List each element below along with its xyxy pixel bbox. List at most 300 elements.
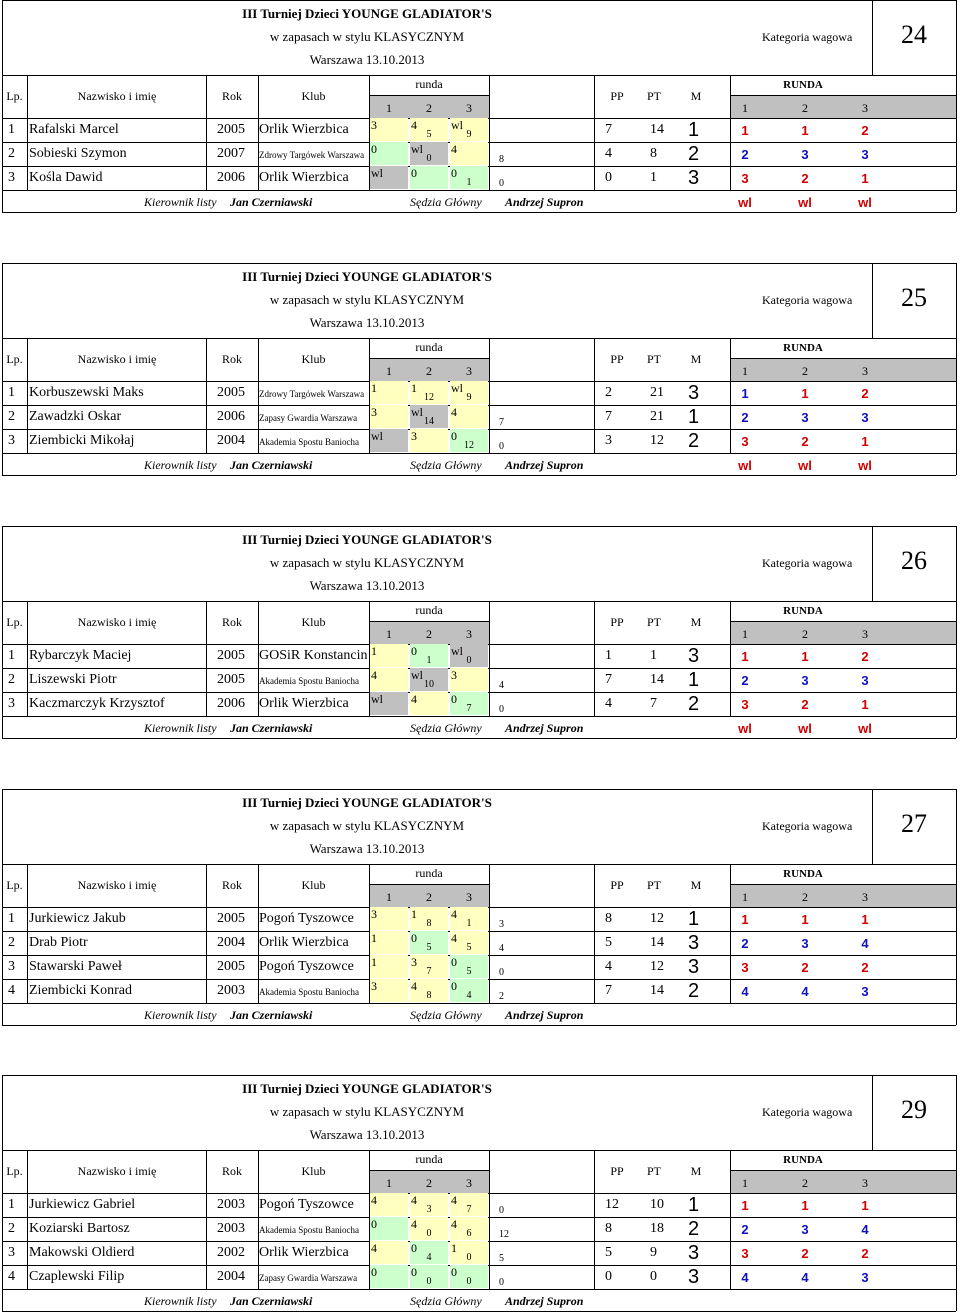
grid-line-vertical <box>489 338 490 453</box>
manager-label: Kierownik listy <box>144 721 217 735</box>
round-points: 0 <box>411 166 417 180</box>
classification-points: 4 <box>605 959 612 974</box>
runda-entry: 1 <box>861 912 869 927</box>
final-place: 3 <box>688 167 700 189</box>
technical-points: 21 <box>650 385 664 400</box>
round-score-cell <box>450 1217 488 1240</box>
club-name: Zapasy Gwardia Warszawa <box>259 1273 358 1283</box>
opponent-points: 10 <box>424 679 434 690</box>
round-score-cell <box>410 429 448 452</box>
runda-entry: 3 <box>741 697 749 712</box>
round-score-cell <box>410 381 448 404</box>
round-score-cell <box>410 907 448 930</box>
header-year: Rok <box>221 352 242 366</box>
birth-year: 2005 <box>217 911 245 926</box>
technical-points: 12 <box>650 959 664 974</box>
header-name: Nazwisko i imię <box>77 615 157 629</box>
grid-line-vertical <box>872 0 873 75</box>
round-score-cell <box>450 118 488 141</box>
manager-name: Jan Czerniawski <box>230 458 313 472</box>
header-club: Klub <box>301 878 326 892</box>
referee-label: Sędzia Główny <box>410 458 482 472</box>
opponent-points: 8 <box>426 990 432 1001</box>
round-points: 1 <box>411 381 417 395</box>
round-points: 4 <box>451 1217 457 1231</box>
header-pt: PT <box>646 352 661 366</box>
row-lp: 1 <box>8 385 15 400</box>
birth-year: 2007 <box>217 146 245 161</box>
weight-category-number: 26 <box>901 546 927 575</box>
technical-points: 10 <box>650 1197 664 1212</box>
header-round-1: 1 <box>386 364 392 378</box>
runda-footer-entry: wl <box>738 195 752 210</box>
opponent-points: 7 <box>466 1204 472 1215</box>
athlete-name: Czaplewski Filip <box>29 1269 125 1284</box>
final-place: 3 <box>688 382 700 404</box>
tournament-subtitle: w zapasach w stylu KLASYCZNYM <box>269 29 465 44</box>
header-runda: RUNDA <box>783 342 823 354</box>
tournament-date: Warszawa 13.10.2013 <box>309 841 425 856</box>
round-score-cell <box>450 907 488 930</box>
header-round-2: 2 <box>426 890 432 904</box>
opponent-points: 0 <box>466 1276 472 1287</box>
header-pt: PT <box>646 615 661 629</box>
row-lp: 4 <box>8 1269 15 1284</box>
header-runda-3: 3 <box>862 101 868 115</box>
technical-points: 14 <box>650 935 664 950</box>
tournament-title: III Turniej Dzieci YOUNGE GLADIATOR'S <box>242 1081 492 1096</box>
opponent-points: 5 <box>466 942 472 953</box>
club-name: Zdrowy Targówek Warszawa <box>259 389 365 399</box>
runda-entry: 1 <box>741 912 749 927</box>
classification-points: 4 <box>605 696 612 711</box>
opponent-points-last: 12 <box>499 1229 509 1240</box>
technical-points: 0 <box>650 1269 657 1284</box>
category-block <box>2 526 956 738</box>
opponent-points-last: 0 <box>499 967 504 978</box>
final-place: 2 <box>688 980 700 1002</box>
round-points: 3 <box>371 979 377 993</box>
athlete-name: Rybarczyk Maciej <box>29 648 132 663</box>
header-pp: PP <box>610 615 624 629</box>
round-score-cell <box>410 1217 448 1240</box>
round-points: 4 <box>371 668 377 682</box>
runda-entry: 1 <box>741 1198 749 1213</box>
runda-entry: 1 <box>861 434 869 449</box>
classification-points: 3 <box>605 433 612 448</box>
round-score-cell <box>410 644 448 667</box>
final-place: 1 <box>688 406 700 428</box>
round-score-cell <box>370 405 408 428</box>
manager-label: Kierownik listy <box>144 1294 217 1308</box>
birth-year: 2005 <box>217 122 245 137</box>
opponent-points: 7 <box>466 703 472 714</box>
technical-points: 1 <box>650 648 657 663</box>
grid-line-vertical <box>956 1075 957 1311</box>
header-year: Rok <box>221 89 242 103</box>
header-pt: PT <box>646 878 661 892</box>
round-points: wl <box>451 644 463 658</box>
round-points: 0 <box>451 955 457 969</box>
manager-name: Jan Czerniawski <box>230 195 313 209</box>
header-round-2: 2 <box>426 1176 432 1190</box>
round-points: 4 <box>411 692 417 706</box>
runda-footer-entry: wl <box>798 195 812 210</box>
final-place: 3 <box>688 645 700 667</box>
header-round-1: 1 <box>386 1176 392 1190</box>
header-pp: PP <box>610 352 624 366</box>
round-score-cell <box>370 644 408 667</box>
runda-entry: 4 <box>741 984 749 999</box>
runda-entry: 1 <box>861 697 869 712</box>
round-score-cell <box>450 979 488 1002</box>
runda-entry: 2 <box>801 1246 809 1261</box>
header-year: Rok <box>221 615 242 629</box>
round-score-cell <box>450 166 488 189</box>
category-block <box>2 789 956 1025</box>
grid-line-horizontal <box>2 1075 956 1076</box>
header-runda-2: 2 <box>802 364 808 378</box>
grid-line-horizontal <box>2 1025 956 1026</box>
runda-entry: 1 <box>801 123 809 138</box>
runda-entry: 2 <box>861 1246 869 1261</box>
round-score-cell <box>370 142 408 165</box>
birth-year: 2003 <box>217 1221 245 1236</box>
referee-label: Sędzia Główny <box>410 1008 482 1022</box>
athlete-name: Kośla Dawid <box>29 170 103 185</box>
runda-entry: 4 <box>801 984 809 999</box>
grid-line-horizontal <box>2 190 956 191</box>
runda-entry: 4 <box>801 1270 809 1285</box>
round-score-cell <box>450 405 488 428</box>
header-pt: PT <box>646 89 661 103</box>
classification-points: 5 <box>605 1245 612 1260</box>
round-points: wl <box>411 668 423 682</box>
header-year: Rok <box>221 1164 242 1178</box>
row-lp: 3 <box>8 1245 15 1260</box>
runda-entry: 3 <box>861 1270 869 1285</box>
round-score-cell <box>410 1241 448 1264</box>
round-points: 3 <box>371 907 377 921</box>
birth-year: 2006 <box>217 696 245 711</box>
header-lp: Lp. <box>6 878 23 892</box>
opponent-points: 0 <box>426 1276 432 1287</box>
round-score-cell <box>370 429 408 452</box>
round-points: 0 <box>451 692 457 706</box>
round-score-cell <box>410 931 448 954</box>
opponent-points-last: 7 <box>499 417 504 428</box>
opponent-points-last: 3 <box>499 919 504 930</box>
opponent-points-last: 2 <box>499 991 504 1002</box>
round-score-cell <box>370 931 408 954</box>
runda-entry: 4 <box>741 1270 749 1285</box>
opponent-points: 0 <box>426 1228 432 1239</box>
classification-points: 5 <box>605 935 612 950</box>
athlete-name: Stawarski Paweł <box>29 959 122 974</box>
tournament-subtitle: w zapasach w stylu KLASYCZNYM <box>269 555 465 570</box>
header-lp: Lp. <box>6 352 23 366</box>
round-score-cell <box>450 1193 488 1216</box>
club-name: Pogoń Tyszowce <box>259 1197 354 1212</box>
header-round-1: 1 <box>386 627 392 641</box>
runda-entry: 2 <box>741 1222 749 1237</box>
round-points: 1 <box>451 1241 457 1255</box>
opponent-points: 3 <box>426 1204 432 1215</box>
runda-entry: 1 <box>861 171 869 186</box>
round-score-cell <box>370 692 408 715</box>
athlete-name: Sobieski Szymon <box>29 146 127 161</box>
grid-line-horizontal <box>2 475 956 476</box>
classification-points: 7 <box>605 983 612 998</box>
runda-entry: 2 <box>861 123 869 138</box>
tournament-title: III Turniej Dzieci YOUNGE GLADIATOR'S <box>242 532 492 547</box>
weight-category-label: Kategoria wagowa <box>762 30 853 44</box>
grid-line-vertical <box>872 263 873 338</box>
runda-footer-entry: wl <box>858 721 872 736</box>
manager-name: Jan Czerniawski <box>230 1008 313 1022</box>
round-points: 4 <box>411 979 417 993</box>
round-score-cell <box>370 979 408 1002</box>
birth-year: 2003 <box>217 983 245 998</box>
round-score-cell <box>370 1217 408 1240</box>
round-points: 1 <box>411 907 417 921</box>
athlete-name: Drab Piotr <box>29 935 88 950</box>
final-place: 3 <box>688 1266 700 1288</box>
round-score-cell <box>370 1193 408 1216</box>
header-runda-3: 3 <box>862 890 868 904</box>
round-score-cell <box>370 955 408 978</box>
opponent-points: 5 <box>466 966 472 977</box>
header-runda-1: 1 <box>742 101 748 115</box>
runda-entry: 1 <box>801 649 809 664</box>
opponent-points: 1 <box>426 655 432 666</box>
round-points: 0 <box>411 931 417 945</box>
round-points: 4 <box>451 142 457 156</box>
classification-points: 8 <box>605 911 612 926</box>
runda-footer-entry: wl <box>738 721 752 736</box>
row-lp: 3 <box>8 696 15 711</box>
header-round-3: 3 <box>466 890 472 904</box>
grid-line-vertical <box>872 789 873 864</box>
round-score-cell <box>410 405 448 428</box>
athlete-name: Zawadzki Oskar <box>29 409 122 424</box>
header-runda-3: 3 <box>862 364 868 378</box>
round-score-cell <box>450 381 488 404</box>
header-m: M <box>690 615 702 629</box>
opponent-points: 4 <box>426 1252 432 1263</box>
round-points: 0 <box>451 1265 457 1279</box>
club-name: Orlik Wierzbica <box>259 935 349 950</box>
header-round-1: 1 <box>386 890 392 904</box>
birth-year: 2004 <box>217 433 245 448</box>
round-points: wl <box>371 166 383 180</box>
runda-entry: 2 <box>801 171 809 186</box>
runda-entry: 2 <box>861 386 869 401</box>
tournament-subtitle: w zapasach w stylu KLASYCZNYM <box>269 818 465 833</box>
final-place: 2 <box>688 1218 700 1240</box>
runda-entry: 3 <box>861 673 869 688</box>
round-score-cell <box>450 644 488 667</box>
row-lp: 3 <box>8 433 15 448</box>
grid-line-horizontal <box>2 526 956 527</box>
classification-points: 12 <box>605 1197 619 1212</box>
birth-year: 2006 <box>217 409 245 424</box>
header-round-1: 1 <box>386 101 392 115</box>
club-name: Pogoń Tyszowce <box>259 911 354 926</box>
grid-line-vertical <box>489 864 490 1003</box>
runda-entry: 2 <box>801 960 809 975</box>
grid-line-vertical <box>489 1150 490 1289</box>
referee-name: Andrzej Supron <box>505 1294 584 1308</box>
round-points: wl <box>451 118 463 132</box>
header-lp: Lp. <box>6 615 23 629</box>
technical-points: 1 <box>650 170 657 185</box>
referee-label: Sędzia Główny <box>410 721 482 735</box>
grid-line-horizontal <box>2 0 956 1</box>
final-place: 1 <box>688 119 700 141</box>
club-name: Akademia Spostu Baniocha <box>259 437 359 447</box>
tournament-title: III Turniej Dzieci YOUNGE GLADIATOR'S <box>242 795 492 810</box>
runda-entry: 2 <box>741 936 749 951</box>
runda-entry: 3 <box>741 1246 749 1261</box>
header-runda-2: 2 <box>802 627 808 641</box>
grid-line-horizontal <box>2 338 956 339</box>
birth-year: 2004 <box>217 1269 245 1284</box>
opponent-points: 1 <box>466 177 472 188</box>
technical-points: 14 <box>650 983 664 998</box>
header-runda: RUNDA <box>783 868 823 880</box>
opponent-points: 4 <box>466 990 472 1001</box>
header-runda-3: 3 <box>862 627 868 641</box>
grid-line-horizontal <box>2 601 956 602</box>
club-name: Akademia Spostu Baniocha <box>259 1225 359 1235</box>
classification-points: 4 <box>605 146 612 161</box>
row-lp: 2 <box>8 935 15 950</box>
runda-entry: 3 <box>861 410 869 425</box>
birth-year: 2006 <box>217 170 245 185</box>
opponent-points: 12 <box>424 392 434 403</box>
athlete-name: Liszewski Piotr <box>29 672 117 687</box>
runda-entry: 2 <box>741 410 749 425</box>
birth-year: 2005 <box>217 385 245 400</box>
athlete-name: Korbuszewski Maks <box>29 385 144 400</box>
tournament-title: III Turniej Dzieci YOUNGE GLADIATOR'S <box>242 6 492 21</box>
grid-line-vertical <box>956 263 957 475</box>
runda-entry: 2 <box>741 673 749 688</box>
grid-line-vertical <box>956 0 957 212</box>
row-lp: 2 <box>8 672 15 687</box>
final-place: 2 <box>688 430 700 452</box>
tournament-date: Warszawa 13.10.2013 <box>309 315 425 330</box>
opponent-points-last: 0 <box>499 1205 504 1216</box>
header-round-2: 2 <box>426 101 432 115</box>
club-name: Zapasy Gwardia Warszawa <box>259 413 358 423</box>
round-score-cell <box>450 931 488 954</box>
header-runda-1: 1 <box>742 1176 748 1190</box>
runda-footer-entry: wl <box>858 458 872 473</box>
runda-footer-entry: wl <box>798 458 812 473</box>
round-score-cell <box>410 955 448 978</box>
runda-entry: 2 <box>741 147 749 162</box>
grid-line-vertical <box>2 263 3 475</box>
row-lp: 2 <box>8 1221 15 1236</box>
round-points: wl <box>371 692 383 706</box>
birth-year: 2005 <box>217 648 245 663</box>
grid-line-vertical <box>872 1075 873 1150</box>
technical-points: 12 <box>650 433 664 448</box>
row-lp: 1 <box>8 911 15 926</box>
technical-points: 14 <box>650 122 664 137</box>
classification-points: 8 <box>605 1221 612 1236</box>
category-block <box>2 263 956 475</box>
grid-line-horizontal <box>2 1311 956 1312</box>
round-points: 3 <box>371 405 377 419</box>
round-score-cell <box>450 429 488 452</box>
referee-name: Andrzej Supron <box>505 1008 584 1022</box>
round-points: 4 <box>411 1193 417 1207</box>
round-points: 4 <box>411 118 417 132</box>
round-points: 4 <box>371 1241 377 1255</box>
header-round-3: 3 <box>466 101 472 115</box>
manager-label: Kierownik listy <box>144 195 217 209</box>
grid-line-vertical <box>2 0 3 212</box>
referee-label: Sędzia Główny <box>410 1294 482 1308</box>
header-pp: PP <box>610 1164 624 1178</box>
grid-line-vertical <box>489 75 490 190</box>
referee-label: Sędzia Główny <box>410 195 482 209</box>
header-name: Nazwisko i imię <box>77 352 157 366</box>
round-points: 0 <box>411 1241 417 1255</box>
runda-entry: 2 <box>801 697 809 712</box>
header-round: runda <box>415 77 443 91</box>
grid-line-vertical <box>489 601 490 716</box>
row-lp: 1 <box>8 1197 15 1212</box>
tournament-date: Warszawa 13.10.2013 <box>309 52 425 67</box>
opponent-points-last: 0 <box>499 704 504 715</box>
classification-points: 7 <box>605 122 612 137</box>
round-points: 0 <box>371 142 377 156</box>
round-score-cell <box>410 118 448 141</box>
header-runda-2: 2 <box>802 1176 808 1190</box>
header-fill <box>731 1171 956 1193</box>
weight-category-number: 25 <box>901 283 927 312</box>
runda-entry: 1 <box>801 1198 809 1213</box>
manager-label: Kierownik listy <box>144 458 217 472</box>
round-points: 1 <box>371 955 377 969</box>
runda-entry: 3 <box>801 673 809 688</box>
round-points: wl <box>411 142 423 156</box>
referee-name: Andrzej Supron <box>505 721 584 735</box>
round-score-cell <box>450 668 488 691</box>
header-round: runda <box>415 866 443 880</box>
grid-line-horizontal <box>2 75 956 76</box>
round-score-cell <box>370 1265 408 1288</box>
round-score-cell <box>410 692 448 715</box>
round-score-cell <box>370 1241 408 1264</box>
runda-entry: 1 <box>741 123 749 138</box>
opponent-points-last: 4 <box>499 680 504 691</box>
grid-line-horizontal <box>2 1289 956 1290</box>
athlete-name: Rafalski Marcel <box>29 122 119 137</box>
round-score-cell <box>410 979 448 1002</box>
header-club: Klub <box>301 615 326 629</box>
opponent-points-last: 5 <box>499 1253 504 1264</box>
runda-entry: 3 <box>801 936 809 951</box>
weight-category-number: 29 <box>901 1095 927 1124</box>
runda-entry: 3 <box>801 1222 809 1237</box>
club-name: Zdrowy Targówek Warszawa <box>259 150 365 160</box>
club-name: Akademia Spostu Baniocha <box>259 987 359 997</box>
